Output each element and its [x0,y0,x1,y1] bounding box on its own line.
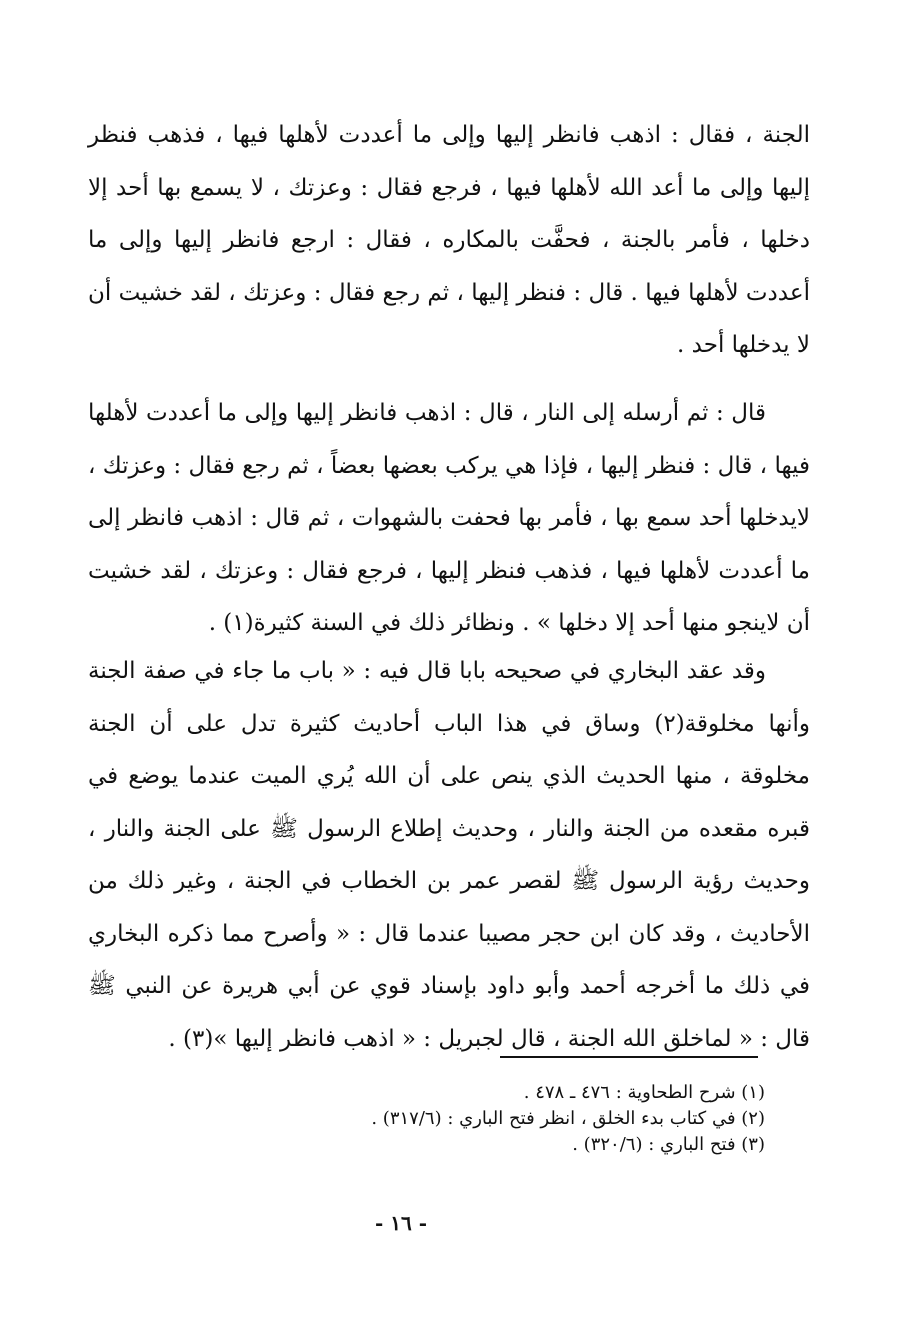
footnote-2: (٢) في كتاب بدء الخلق ، انظر فتح الباري : (٣١٧/٦) . [371,1108,765,1129]
footnotes [200,1080,765,1158]
footnote-3: (٣) فتح الباري : (٣٢٠/٦) . [572,1134,765,1155]
footnote-separator [500,1056,758,1058]
page-number: - ١٦ - [374,1211,427,1235]
footnote-1: (١) شرح الطحاوية : ٤٧٦ ـ ٤٧٨ . [523,1082,765,1103]
body-paragraph-3: وقد عقد البخاري في صحيحه بابا قال فيه : « باب ما جاء في صفة الجنة وأنها مخلوقة(٢) وساق في هذا الباب أحاديث كثيرة تدل على أن الجنة مخلوقة ، منها الحديث الذي ينص على أن الله يُري الميت عندما يوضع في قبره مقعده من الجنة والنار ، وحديث إطلاع الرسول ﷺ على الجنة والنار ، وحديث رؤية الرسول ﷺ لقصر عمر بن الخطاب في الجنة ، وغير ذلك من الأحاديث ، وقد كان ابن حجر مصيبا عندما قال : « وأصرح مما ذكره البخاري في ذلك ما أخرجه أحمد وأبو داود بإسناد قوي عن أبي هريرة عن النبي ﷺ قال : « لماخلق الله الجنة ، قال لجبريل : « اذهب فانظر إليها »(٣) . [88,658,811,1052]
body-paragraph-2: قال : ثم أرسله إلى النار ، قال : اذهب فانظر إليها وإلى ما أعددت لأهلها فيها ، قال : فنظر إليها ، فإذا هي يركب بعضها بعضاً ، ثم رجع فقال : وعزتك ، لايدخلها أحد سمع بها ، فأمر بها فحفت بالشهوات ، ثم قال : اذهب فانظر إلى ما أعددت لأهلها فيها ، فذهب فنظر إليها ، فرجع فقال : وعزتك ، لقد خشيت أن لاينجو منها أحد إلا دخلها » . ونظائر ذلك في السنة كثيرة(١) . [88,400,810,636]
body-paragraph-1: الجنة ، فقال : اذهب فانظر إليها وإلى ما أعددت لأهلها فيها ، فذهب فنظر إليها وإلى ما أعد الله لأهلها فيها ، فرجع فقال : وعزتك ، لا يسمع بها أحد إلا دخلها ، فأمر بالجنة ، فحفَّت بالمكاره ، فقال : ارجع فانظر إليها وإلى ما أعددت لأهلها فيها . قال : فنظر إليها ، ثم رجع فقال : وعزتك ، لقد خشيت أن لا يدخلها أحد . [88,122,810,358]
